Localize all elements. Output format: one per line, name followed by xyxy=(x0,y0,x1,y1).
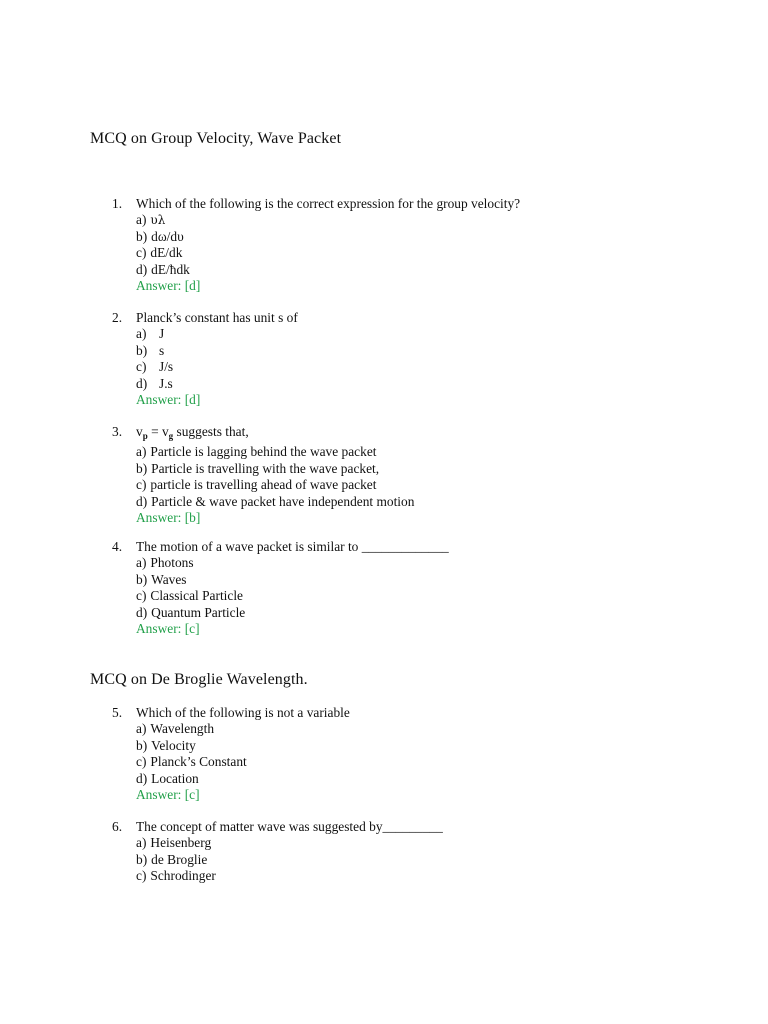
option-a: a) υλ xyxy=(136,212,166,228)
section-heading-de-broglie: MCQ on De Broglie Wavelength. xyxy=(90,671,308,688)
answer-text: Answer: [d] xyxy=(136,278,201,294)
option-a: a) J xyxy=(136,326,165,342)
question-text: The motion of a wave packet is similar to _____________ xyxy=(136,539,449,554)
question-4 xyxy=(112,539,732,637)
question-3 xyxy=(112,424,732,526)
option-d: d) dE/ħdk xyxy=(136,261,190,277)
question-text: The concept of matter wave was suggested by_________ xyxy=(136,819,443,834)
option-b: b) de Broglie xyxy=(136,851,208,867)
option-c: c) Planck’s Constant xyxy=(136,754,247,770)
option-b: b) s xyxy=(136,342,165,358)
question-number: 4. xyxy=(112,539,123,554)
option-d: d) Location xyxy=(136,770,199,786)
option-c: c) Schrodinger xyxy=(136,868,216,884)
option-c: c) dE/dk xyxy=(136,245,183,261)
question-number: 1. xyxy=(112,196,123,211)
answer-text: Answer: [c] xyxy=(136,787,200,803)
question-1 xyxy=(112,196,732,294)
option-a: a) Wavelength xyxy=(136,721,215,737)
option-c: c) particle is travelling ahead of wave packet xyxy=(136,477,377,493)
answer-text: Answer: [b] xyxy=(136,510,201,526)
option-c: c) Classical Particle xyxy=(136,588,243,604)
option-d: d) J.s xyxy=(136,375,173,391)
answer-text: Answer: [d] xyxy=(136,392,201,408)
option-c: c) J/s xyxy=(136,359,174,375)
question-number: 6. xyxy=(112,819,123,834)
option-b: b) Velocity xyxy=(136,737,196,753)
option-b: b) dω/dυ xyxy=(136,228,184,244)
option-b: b) Waves xyxy=(136,571,187,587)
question-6 xyxy=(112,819,732,885)
question-2 xyxy=(112,310,732,408)
question-text: $v_p = v_g$ suggests that, xyxy=(136,424,249,441)
question-text: Which of the following is not a variable xyxy=(136,705,350,720)
question-5 xyxy=(112,705,732,803)
option-a: a) Particle is lagging behind the wave packet xyxy=(136,444,377,460)
question-number: 3. xyxy=(112,424,123,439)
answer-text: Answer: [c] xyxy=(136,621,200,637)
question-number: 2. xyxy=(112,310,123,325)
section-heading-group-velocity: MCQ on Group Velocity, Wave Packet xyxy=(90,130,342,147)
option-b: b) Particle is travelling with the wave packet, xyxy=(136,460,380,476)
option-a: a) Photons xyxy=(136,555,194,571)
option-d: d) Particle & wave packet have independent motion xyxy=(136,493,415,509)
option-a: a) Heisenberg xyxy=(136,835,212,851)
question-text: Which of the following is the correct expression for the group velocity? xyxy=(136,196,521,211)
question-text: Planck’s constant has unit s of xyxy=(136,310,298,325)
question-number: 5. xyxy=(112,705,123,720)
option-d: d) Quantum Particle xyxy=(136,604,246,620)
